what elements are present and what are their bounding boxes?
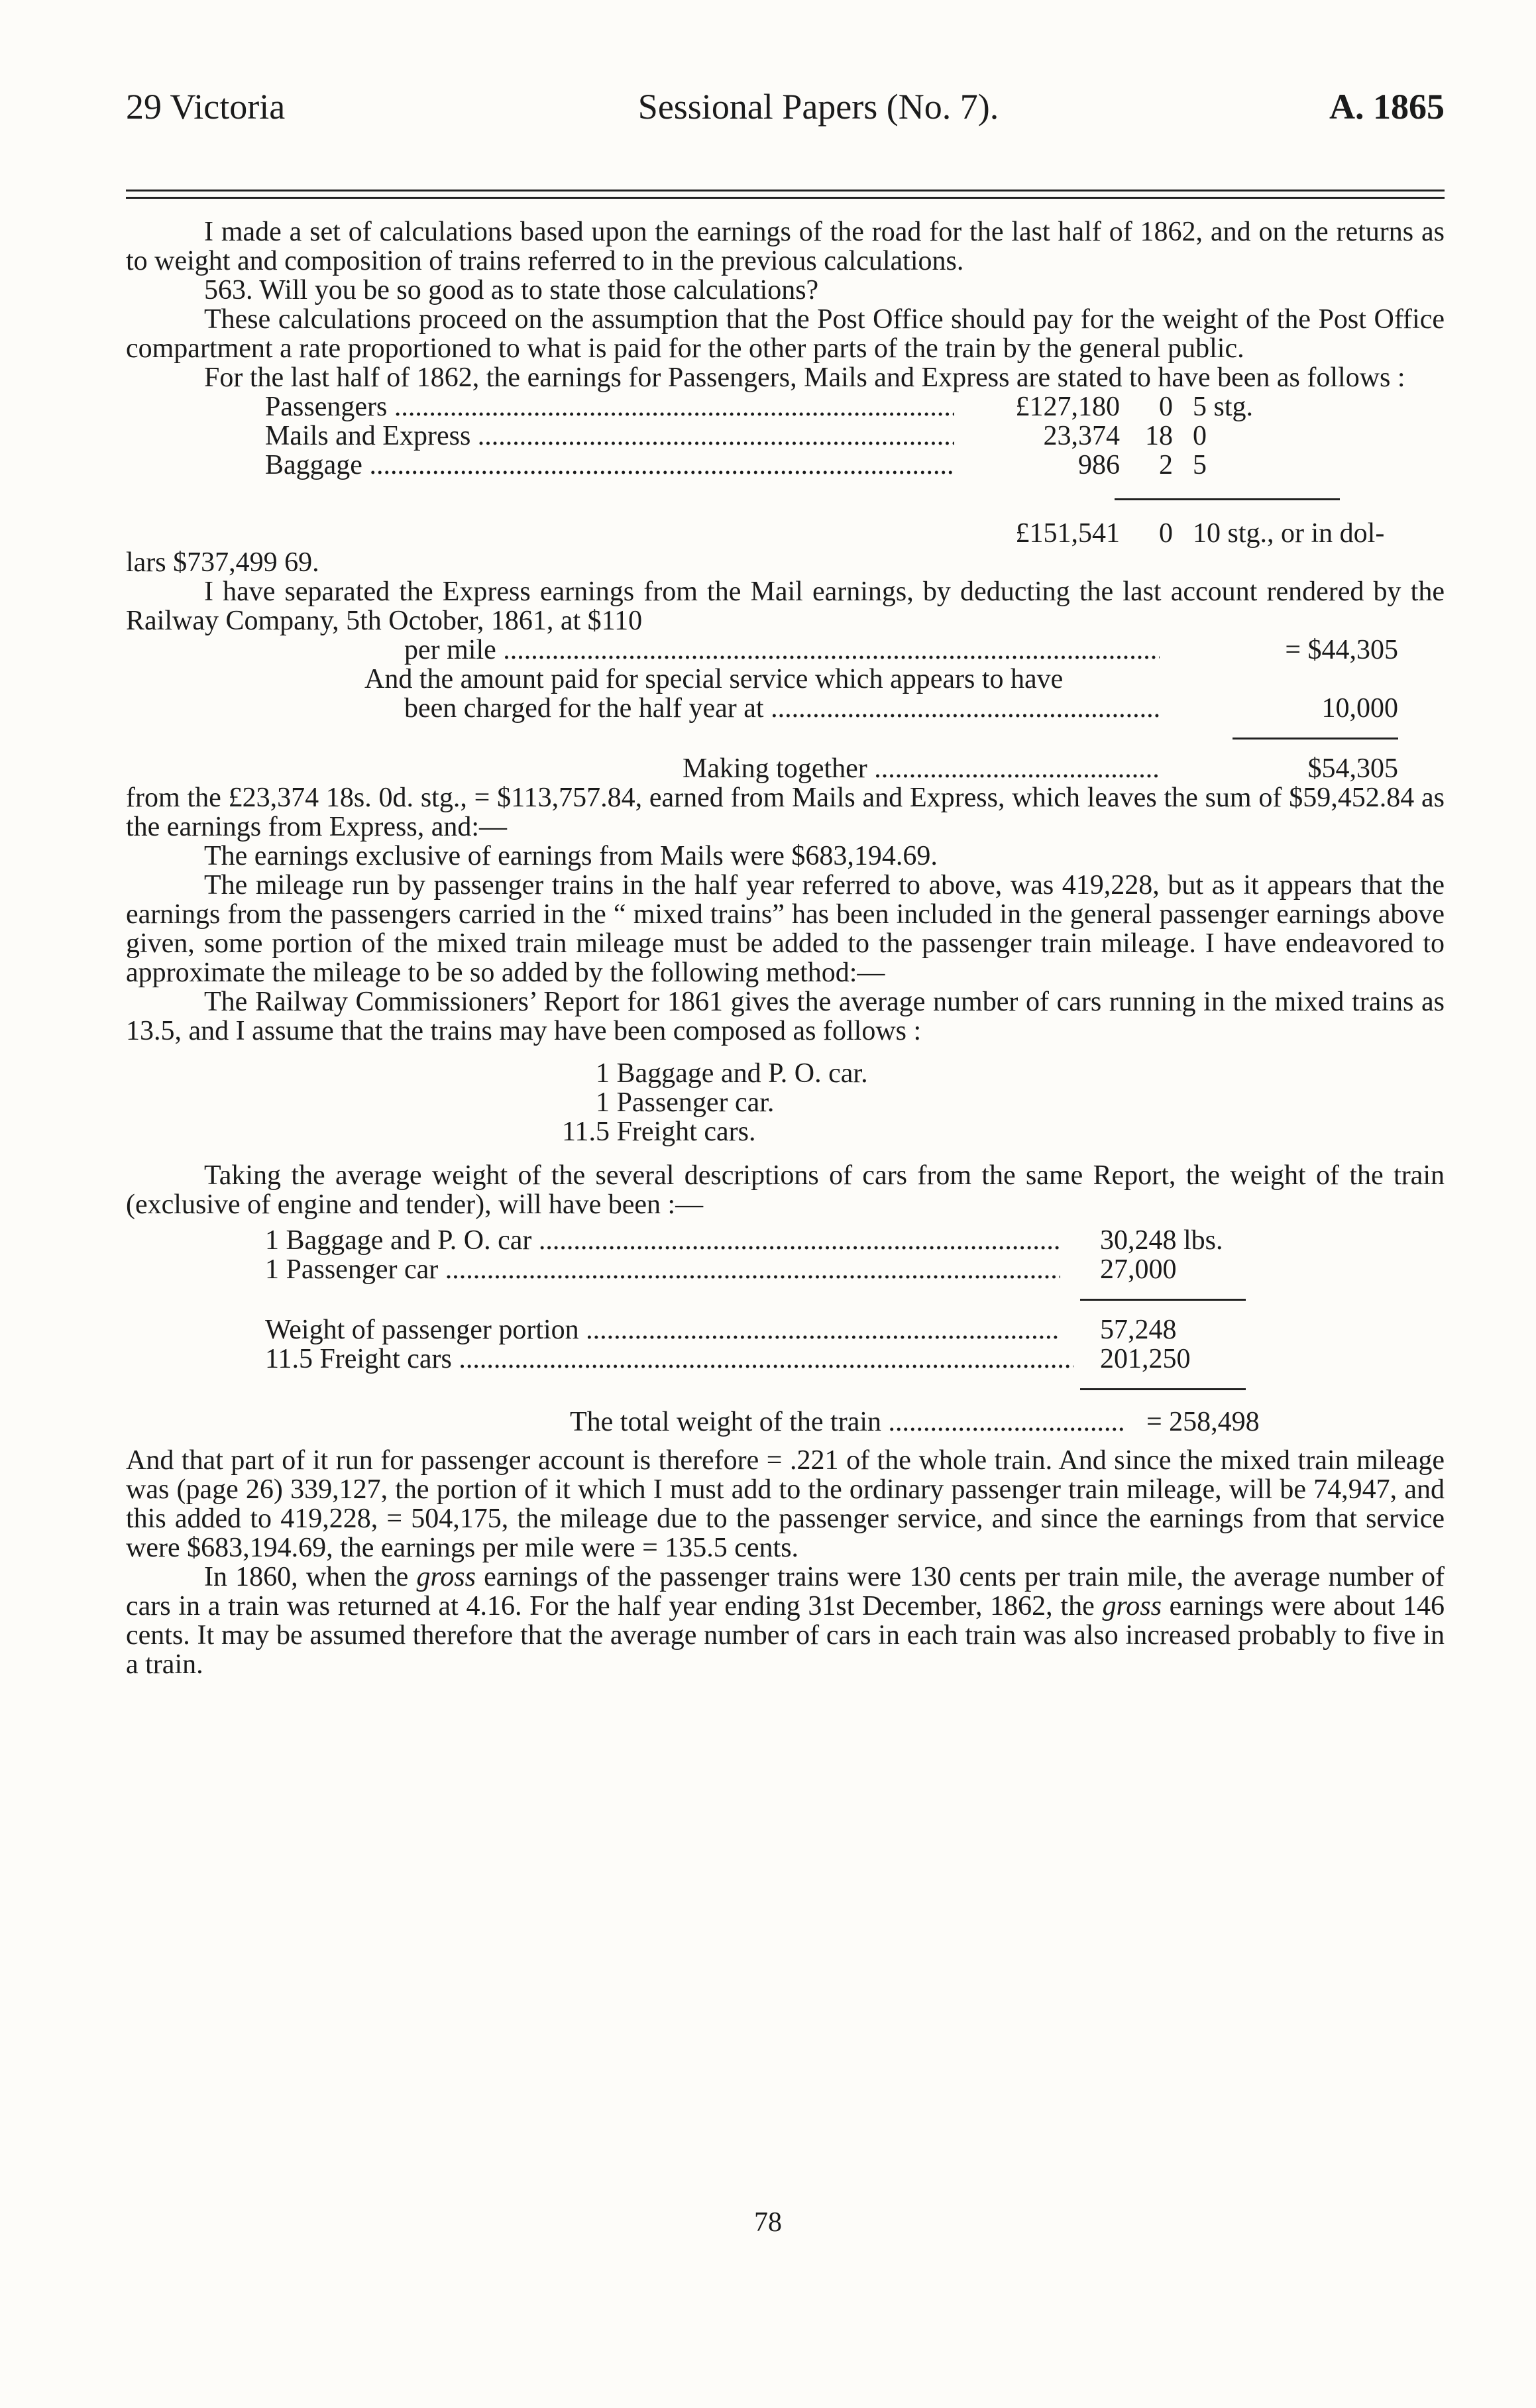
total-weight-label: The total weight of the train .....	[570, 1407, 1126, 1437]
sum-rule	[331, 738, 1398, 739]
per-mile-label: per mile .....	[404, 635, 1160, 665]
deduction-table	[331, 635, 1398, 783]
earnings-total-pounds: £151,541	[1015, 518, 1120, 549]
earnings-label: Mails and Express .....	[265, 421, 954, 451]
weight-table	[265, 1226, 1339, 1437]
header-rule-bottom	[126, 197, 1445, 199]
special-service-intro: And the amount paid for special service which appears to have	[364, 664, 1064, 694]
weight-row	[265, 1344, 1339, 1374]
earnings-pence: 0	[1193, 421, 1207, 451]
composition-item	[550, 1088, 1445, 1117]
train-composition-list	[550, 1059, 1445, 1146]
making-together-row	[683, 754, 1398, 783]
page-number: 78	[754, 2207, 782, 2238]
total-weight-value: = 258,498	[1146, 1407, 1260, 1437]
earnings-total-row	[265, 519, 1484, 548]
document-page	[126, 86, 1445, 1679]
making-together-value: $54,305	[1307, 753, 1398, 784]
composition-item	[550, 1059, 1445, 1088]
paragraph-mileage: The mileage run by passenger trains in the half year referred to above, was 419,228, but as it appears that the earnings from the passengers carried in the “ mixed trains” has been included in the general passenger earnings above given, some portion of the mixed train mileage must be added to the passenger train mileage. I have endeavored to approximate the mileage to be so added by the following method:—	[126, 870, 1445, 988]
making-together-label: Making together .....	[683, 754, 1160, 783]
header-year: A. 1865	[1329, 87, 1445, 127]
paragraph-commissioners-report: The Railway Commissioners’ Report for 1861 gives the average number of cars running in the mixed trains as 13.5, and I assume that the trains may have been composed as follows :	[126, 987, 1445, 1046]
paragraph-calculations: I made a set of calculations based upon the earnings of the road for the last half of 1862, and on the returns as to weight and composition of trains referred to in the previous calculations.	[126, 217, 1445, 276]
paragraph-assumption: These calculations proceed on the assumption that the Post Office should pay for the weight of the Post Office compartment a rate proportioned to what is paid for the other parts of the train by the general public.	[126, 304, 1445, 364]
composition-count: 1	[596, 1058, 610, 1089]
weight-value: 201,250	[1100, 1344, 1191, 1374]
weight-value: 30,248 lbs.	[1100, 1225, 1223, 1256]
per-mile-row	[404, 635, 1398, 665]
earnings-label: Baggage .....	[265, 451, 954, 480]
weight-label: Weight of passenger portion .....	[265, 1315, 1060, 1344]
paragraph-gross-earnings: In 1860, when the gross earnings of the passenger trains were 130 cents per train mile, the average number of cars in a train was returned at 4.16. For the half year ending 31st December, 1862, the gross earnings were about 146 cents. It may be assumed therefore that the average number of cars in each train was also increased probably to five in a train.	[126, 1562, 1445, 1680]
earnings-total-pence: 10 stg., or in dol-	[1193, 518, 1385, 549]
paragraph-separation: I have separated the Express earnings from the Mail earnings, by deducting the last account rendered by the Railway Company, 5th October, 1861, at $110	[126, 576, 1445, 636]
header-session: 29 Victoria	[126, 87, 286, 127]
earnings-label: Passengers .....	[265, 392, 954, 421]
question-563: 563. Will you be so good as to state those calculations?	[204, 275, 819, 305]
sum-rule	[1080, 1388, 1339, 1390]
earnings-shillings: 0	[1159, 392, 1173, 422]
composition-item	[550, 1117, 1445, 1146]
earnings-row	[265, 421, 1392, 451]
special-service-label: been charged for the half year at .....	[404, 694, 1160, 723]
earnings-table	[265, 392, 1392, 548]
composition-count: 11.5	[562, 1117, 610, 1147]
earnings-pence: 5 stg.	[1193, 392, 1254, 422]
dollars-line: lars $737,499 69.	[126, 547, 319, 578]
weight-value: 27,000	[1100, 1254, 1177, 1285]
earnings-pounds: 986	[1078, 450, 1120, 480]
running-header	[126, 86, 1445, 152]
earnings-pounds: £127,180	[1015, 392, 1120, 422]
paragraph-exclusive-earnings: The earnings exclusive of earnings from Mails were $683,194.69.	[204, 841, 938, 871]
special-service-row	[404, 694, 1398, 723]
header-rule-top	[126, 190, 1445, 192]
total-weight-row	[570, 1407, 1345, 1437]
weight-label: 1 Passenger car .....	[265, 1255, 1060, 1284]
paragraph-passenger-account: And that part of it run for passenger account is therefore = .221 of the whole train. And since the mixed train mileage was (page 26) 339,127, the portion of it which I must add to the ordinary passenger train mileage, will be 74,947, and this added to 419,228, = 504,175, the mileage due to the passenger service, and since the earnings from that service were $683,194.69, the earnings per mile were = 135.5 cents.	[126, 1445, 1445, 1563]
composition-desc: Baggage and P. O. car.	[616, 1058, 868, 1089]
earnings-shillings: 2	[1159, 450, 1173, 480]
paragraph-earnings-intro: For the last half of 1862, the earnings for Passengers, Mails and Express are stated to have been as follows :	[204, 362, 1405, 393]
weight-row	[265, 1315, 1339, 1344]
composition-desc: Passenger car.	[616, 1087, 775, 1118]
weight-value: 57,248	[1100, 1315, 1177, 1345]
header-title: Sessional Papers (No. 7).	[637, 87, 999, 127]
earnings-shillings: 18	[1145, 421, 1173, 451]
special-service-value: 10,000	[1321, 693, 1398, 724]
per-mile-value: = $44,305	[1285, 635, 1398, 665]
earnings-row	[265, 451, 1392, 480]
composition-desc: Freight cars.	[616, 1117, 756, 1147]
paragraph-express-earnings: from the £23,374 18s. 0d. stg., = $113,757.84, earned from Mails and Express, which leaves the sum of $59,452.84 as the earnings from Express, and:—	[126, 783, 1445, 842]
weight-row	[265, 1255, 1339, 1284]
earnings-pounds: 23,374	[1043, 421, 1120, 451]
weight-row	[265, 1226, 1339, 1255]
weight-label: 11.5 Freight cars .....	[265, 1344, 1073, 1374]
composition-count: 1	[596, 1087, 610, 1118]
earnings-row	[265, 392, 1392, 421]
weight-label: 1 Baggage and P. O. car .....	[265, 1226, 1060, 1255]
earnings-pence: 5	[1193, 450, 1207, 480]
paragraph-average-weight: Taking the average weight of the several descriptions of cars from the same Report, the weight of the train (exclusive of engine and tender), will have been :—	[126, 1160, 1445, 1220]
earnings-total-shillings: 0	[1159, 518, 1173, 549]
